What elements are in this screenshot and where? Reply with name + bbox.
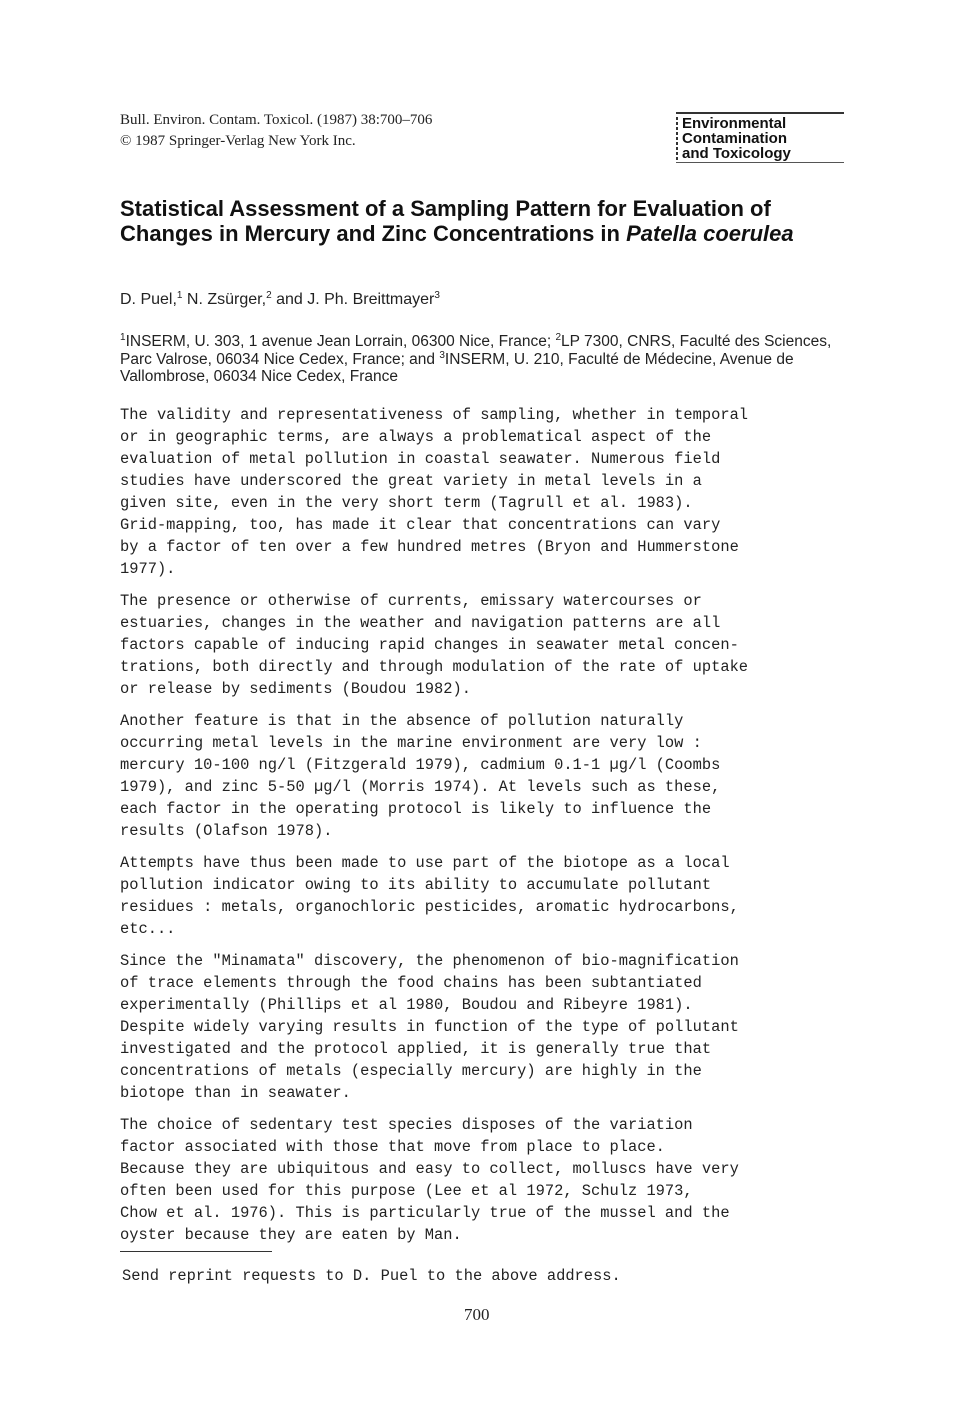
author-2-sup: 2 (266, 290, 272, 301)
affil-2: LP 7300, CNRS, Faculté des Sciences, Parc Valrose, 06034 Nice Cedex, France; and (120, 333, 832, 368)
author-3: and J. Ph. Breittmayer (271, 291, 435, 308)
logo-line-1: Environmental (682, 115, 787, 132)
author-1: D. Puel, (120, 291, 177, 308)
paragraph: Since the "Minamata" discovery, the phenomenon of bio-magnification of trace elements through the food chains has been subtantiated experimentally (Phillips et al 1980, Boudou and Ribeyre 1981). Despite widely varying results in function of the type of pollutant investigated and the protocol applied, it is generally true that concentrations of metals (especially mercury) are highly in the biotope than in seawater. (120, 952, 739, 1102)
article-title (120, 196, 820, 246)
author-3-sup: 3 (434, 290, 440, 301)
title-species: Patella coerulea (626, 221, 794, 246)
affil-1: INSERM, U. 303, 1 avenue Jean Lorrain, 06300 Nice, France; (125, 333, 556, 350)
author-2: N. Zsürger, (182, 291, 267, 308)
copyright-line: © 1987 Springer-Verlag New York Inc. (120, 133, 356, 149)
page-number: 700 (464, 1305, 490, 1324)
footnote-divider (120, 1251, 272, 1252)
citation-line: Bull. Environ. Contam. Toxicol. (1987) 38:700–706 (120, 112, 433, 128)
reprint-footnote: Send reprint requests to D. Puel to the above address. (122, 1267, 621, 1285)
journal-logo (676, 112, 844, 163)
article-body (120, 404, 860, 1256)
logo-line-2: Contamination (682, 130, 787, 147)
title-main: Statistical Assessment of a Sampling Pattern for Evaluation of Changes in Mercury and Zinc Concentrations in (120, 196, 771, 246)
paragraph: The presence or otherwise of currents, emissary watercourses or estuaries, changes in the weather and navigation patterns are all factors capable of inducing rapid changes in seawater metal concen- trations, both directly and through modulation of the rate of uptake or release by sediments (Boudou 1982). (120, 592, 749, 698)
logo-line-3: and Toxicology (682, 145, 791, 162)
affiliations (120, 333, 840, 386)
author-list (120, 291, 440, 309)
affil-3: INSERM, U. 210, Faculté de Médecine, Avenue de Vallombrose, 06034 Nice Cedex, France (120, 350, 794, 385)
paragraph: Another feature is that in the absence of pollution naturally occurring metal levels in the marine environment are very low : mercury 10-100 ng/l (Fitzgerald 1979), cadmium 0.1-1 µg/l (Coombs 1979), and zinc 5-50 µg/l (Morris 1974). At levels such as these, each factor in the operating protocol is likely to influence the results (Olafson 1978). (120, 712, 721, 840)
paragraph: The validity and representativeness of sampling, whether in temporal or in geographic terms, are always a problematical aspect of the evaluation of metal pollution in coastal seawater. Numerous field studies have underscored the great variety in metal levels in a given site, even in the very short term (Tagrull et al. 1983). Grid-mapping, too, has made it clear that concentrations can vary by a factor of ten over a few hundred metres (Bryon and Hummerstone 1977). (120, 406, 749, 578)
author-1-sup: 1 (176, 290, 183, 301)
affil-2-sup: 2 (555, 332, 562, 343)
paragraph: The choice of sedentary test species disposes of the variation factor associated with those that move from place to place. Because they are ubiquitous and easy to collect, molluscs have very often been used for this purpose (Lee et al 1972, Schulz 1973, Chow et al. 1976). This is particularly true of the mussel and the oyster because they are eaten by Man. (120, 1116, 739, 1244)
logo-bar-decoration (676, 117, 678, 161)
affil-3-sup: 3 (439, 349, 445, 361)
citation-header (120, 110, 432, 152)
affil-1-sup: 1 (120, 332, 126, 343)
paragraph: Attempts have thus been made to use part of the biotope as a local pollution indicator owing to its ability to accumulate pollutant residues : metals, organochloric pesticides, aromatic hydrocarbons, etc... (120, 854, 739, 938)
